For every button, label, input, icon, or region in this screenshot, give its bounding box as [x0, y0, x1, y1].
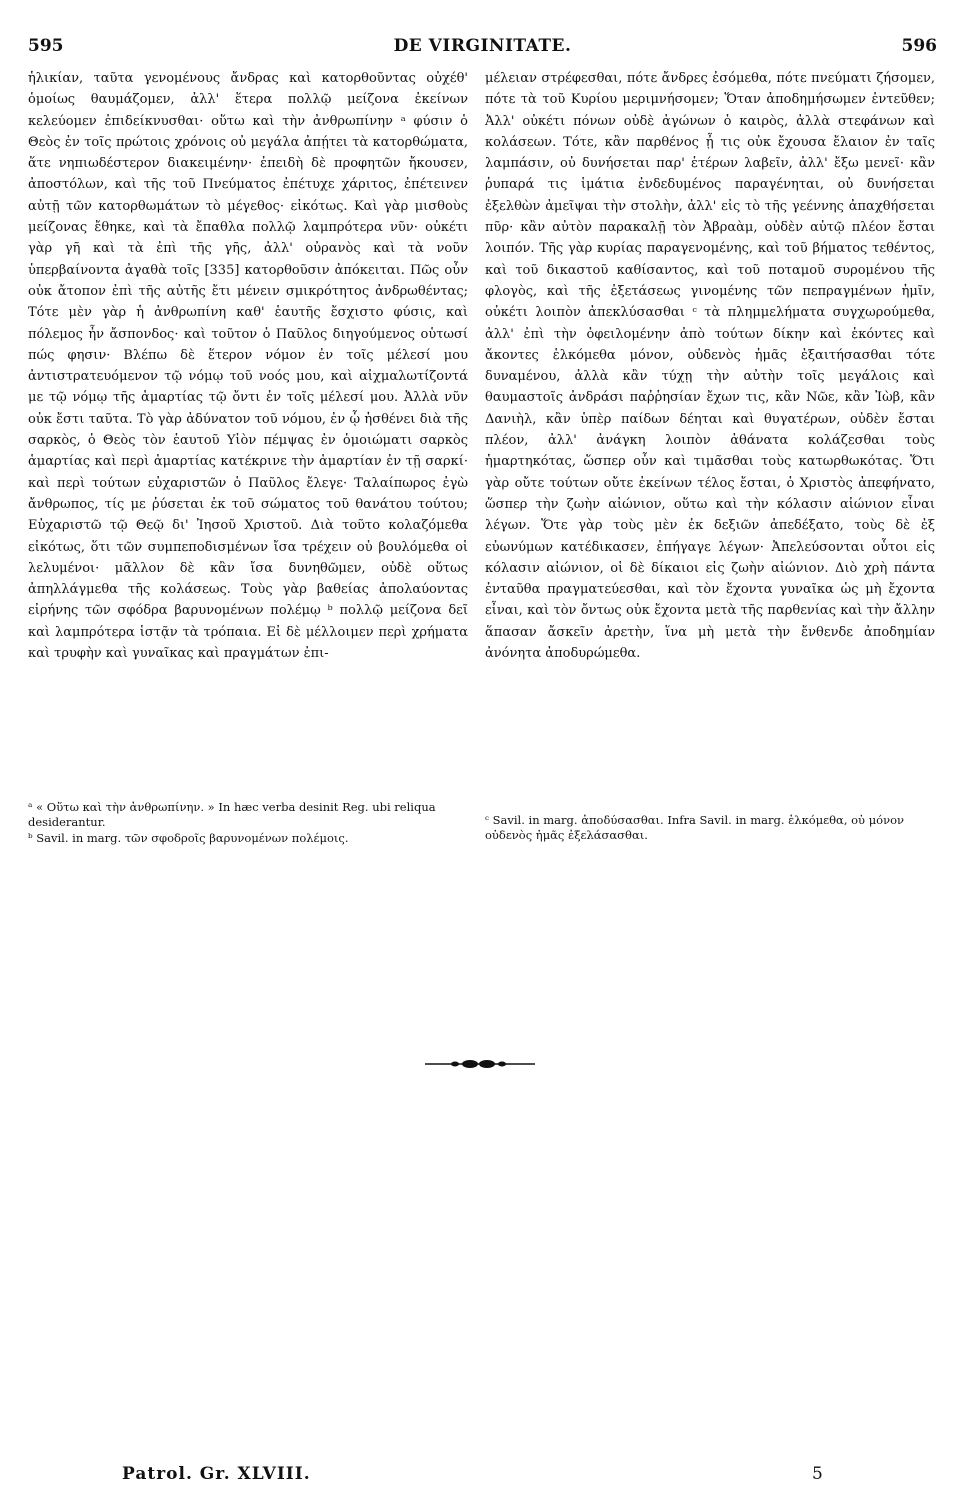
- page-number-left: 595: [28, 36, 64, 56]
- right-column-text: μέλειαν στρέφεσθαι, πότε ἄνδρες ἐσόμεθα, πότε πνεύματι ζήσομεν, πότε τὰ τοῦ Κυρίου μεριμνήσομεν; Ὅταν ἀποδημήσωμεν ἐντεῦθεν; Ἀλλ' οὐκέτι πόνων οὐδὲ ἀγώνων ὁ καιρὸς, ἀλλὰ στεφάνων καὶ κολάσεων. Τότε, κἂν παρθένος ᾖ τις οὐκ ἔχουσα ἔλαιον ἐν ταῖς λαμπάσιν, οὐ δυνήσεται παρ' ἑτέρων λαβεῖν, ἀλλ' ἔξω μενεῖ· κἂν ῥυπαρά τις ἱμάτια ἐνδεδυμένος παραγένηται, οὐ δυνήσεται ἐξελθὼν ἀμεῖψαι τὴν στολὴν, ἀλλ' εἰς τὸ τῆς γεέννης ἀπαχθήσεται πῦρ· κἂν αὐτὸν παρακαλῇ τὸν Ἀβραὰμ, οὐδὲν αὐτῷ πλέον ἔσται λοιπόν. Τῆς γὰρ κυρίας παραγενομένης, καὶ τοῦ βήματος τεθέντος, καὶ τοῦ δικαστοῦ καθίσαντος, καὶ τοῦ ποταμοῦ συρομένου τῆς φλογὸς, καὶ τῆς ἐξετάσεως γινομένης τῶν πεπραγμένων ἡμῖν, οὐκέτι λοιπὸν ἀπεκλύσασθαι ᶜ τὰ πλημμελήματα συγχωρούμεθα, ἀλλ' ἐπὶ τὴν ὀφειλομένην ἀπὸ τούτων δίκην καὶ ἑκόντες καὶ ἄκοντες ἑλκόμεθα μόνον, οὐδενὸς ἡμᾶς ἐξαιτήσασθαι τότε δυναμένου, ἀλλὰ κἂν τύχῃ τὴν αὐτὴν τοῖς μεγάλοις καὶ θαυμαστοῖς ἀνδράσι παῤῥησίαν ἔχων τις, κἂν Νῶε, κἂν Ἰὼβ, κἂν Δανιὴλ, κἂν ὑπὲρ παίδων δέηται καὶ θυγατέρων, οὐδὲν ἔσται πλέον, ἀλλ' ἀνάγκη λοιπὸν ἀθάνατα κολάζεσθαι τοὺς ἡμαρτηκότας, ὥσπερ οὖν καὶ τιμᾶσθαι τοὺς κατωρθωκότας. Ὅτι γὰρ οὔτε τούτων οὔτε ἐκείνων τέλος ἔσται, ὁ Χριστὸς ἀπεφήνατο, ὥσπερ τὴν ζωὴν αἰώνιον, οὕτω καὶ τὴν κόλασιν αἰώνιον εἶναι λέγων. Ὅτε γὰρ τοὺς μὲν ἐκ δεξιῶν ἀπεδέξατο, τοὺς δὲ ἐξ εὐωνύμων κατέδικασεν, ἐπήγαγε λέγων· Ἀπελεύσονται οὗτοι εἰς κόλασιν αἰώνιον, οἱ δὲ δίκαιοι εἰς ζωὴν αἰώνιον. Διὸ χρὴ πάντα ἐνταῦθα πραγματεύεσθαι, καὶ τὸν ἔχοντα γυναῖκα ὡς μὴ ἔχοντα εἶναι, καὶ τὸν ὄντως οὐκ ἔχοντα μετὰ τῆς παρθενίας καὶ τὴν ἄλλην ἅπασαν ἄσκεῖν ἀρετὴν, ἵνα μὴ μετὰ τὴν ἔνθενδε ἀποδημίαν ἀνόνητα ἀποδυρώμεθα.: [485, 71, 935, 662]
- left-column: [28, 68, 468, 664]
- right-column: [485, 68, 935, 664]
- footnote-c: ᶜ Savil. in marg. ἀποδύσασθαι. Infra Savil. in marg. ἑλκόμεθα, οὐ μόνον οὐδενὸς ἡμᾶς ἐξελάσασθαι.: [485, 813, 905, 842]
- footnotes-right: [485, 813, 935, 844]
- page-number-right: 596: [901, 36, 937, 56]
- running-title: DE VIRGINITATE.: [393, 36, 572, 56]
- footnotes-left: [28, 800, 468, 847]
- left-column-text: ἡλικίαν, ταῦτα γενομένους ἄνδρας καὶ κατορθοῦντας οὐχέθ' ὁμοίως θαυμάζομεν, ἀλλ' ἕτερα πολλῷ μείζονα ἐκείνων κελεύομεν ἐπιδείκνυσθαι· οὕτω καὶ τὴν ἀνθρωπίνην ᵃ φύσιν ὁ Θεὸς ἐν τοῖς πρώτοις χρόνοις οὐ μεγάλα ἀπῄτει τὰ κατορθώματα, ἅτε νηπιωδέστερον διακειμένην· ἐπειδὴ δὲ προφητῶν ἤκουσεν, ἀποστόλων, καὶ τῆς τοῦ Πνεύματος ἐπέτυχε χάριτος, ἐπέτεινεν αὐτῇ τῶν κατορθωμάτων τὸ μέγεθος· εἰκότως. Καὶ γὰρ μισθοὺς μείζονας ἔθηκε, καὶ τὰ ἔπαθλα πολλῷ λαμπρότερα νῦν· οὐκέτι γὰρ γῆ καὶ τὰ ἐπὶ τῆς γῆς, ἀλλ' οὐρανὸς καὶ τὰ νοῦν ὑπερβαίνοντα ἀγαθὰ τοῖς [335] κατορθοῦσιν ἀπόκειται. Πῶς οὖν οὐκ ἄτοπον ἐπὶ τῆς αὐτῆς ἔτι μένειν σμικρότητος ἀνδρωθέντας; Τότε μὲν γὰρ ἡ ἀνθρωπίνη καθ' ἑαυτῆς ἔσχιστο φύσις, καὶ πόλεμος ἦν ἄσπονδος· καὶ τοῦτον ὁ Παῦλος διηγούμενος οὑτωσί πώς φησιν· Βλέπω δὲ ἕτερον νόμον ἐν τοῖς μέλεσί μου ἀντιστρατευόμενον τῷ νόμῳ τοῦ νοός μου, καὶ αἰχμαλωτίζοντά με τῷ νόμῳ τῆς ἁμαρτίας τῷ ὄντι ἐν τοῖς μέλεσί μου. Ἀλλὰ νῦν οὐκ ἔστι ταῦτα. Τὸ γὰρ ἀδύνατον τοῦ νόμου, ἐν ᾧ ἠσθένει διὰ τῆς σαρκὸς, ὁ Θεὸς τὸν ἑαυτοῦ Υἱὸν πέμψας ἐν ὁμοιώματι σαρκὸς ἁμαρτίας καὶ περὶ ἁμαρτίας κατέκρινε τὴν ἁμαρτίαν ἐν τῇ σαρκί· καὶ περὶ τούτων εὐχαριστῶν ὁ Παῦλος ἔλεγε· Ταλαίπωρος ἐγὼ ἄνθρωπος, τίς με ῥύσεται ἐκ τοῦ σώματος τοῦ θανάτου τούτου; Εὐχαριστῶ τῷ Θεῷ δι' Ἰησοῦ Χριστοῦ. Διὰ τοῦτο κολαζόμεθα εἰκότως, ὅτι τῶν συμπεποδισμένων ἴσα τρέχειν οὐ βουλόμεθα οἱ λελυμένοι· μᾶλλον δὲ κἂν ἴσα δυνηθῶμεν, οὐδὲ οὕτως ἀπηλλάγμεθα τῆς κολάσεως. Τοὺς γὰρ βαθείας ἀπολαύοντας εἰρήνης τῶν σφόδρα βαρυνομένων πολέμῳ ᵇ πολλῷ μείζονα δεῖ καὶ λαμπρότερα ἱστᾷν τὰ τρόπαια. Εἰ δὲ μέλλοιμεν περὶ χρήματα καὶ τρυφὴν καὶ γυναῖκας καὶ πραγμάτων ἐπι-: [28, 71, 468, 662]
- footnote-b: ᵇ Savil. in marg. τῶν σφοδροῖς βαρυνομένων πολέμοις.: [28, 831, 349, 845]
- page-header: [28, 36, 937, 58]
- footer-volume: Patrol. Gr. XLVIII.: [122, 1464, 311, 1484]
- footnote-a: ᵃ « Οὕτω καὶ τὴν ἀνθρωπίνην. » In hæc verba desinit Reg. ubi reliqua desiderantur.: [28, 800, 436, 829]
- footer-signature: 5: [812, 1464, 823, 1484]
- rule-ornament-icon: [425, 1058, 535, 1070]
